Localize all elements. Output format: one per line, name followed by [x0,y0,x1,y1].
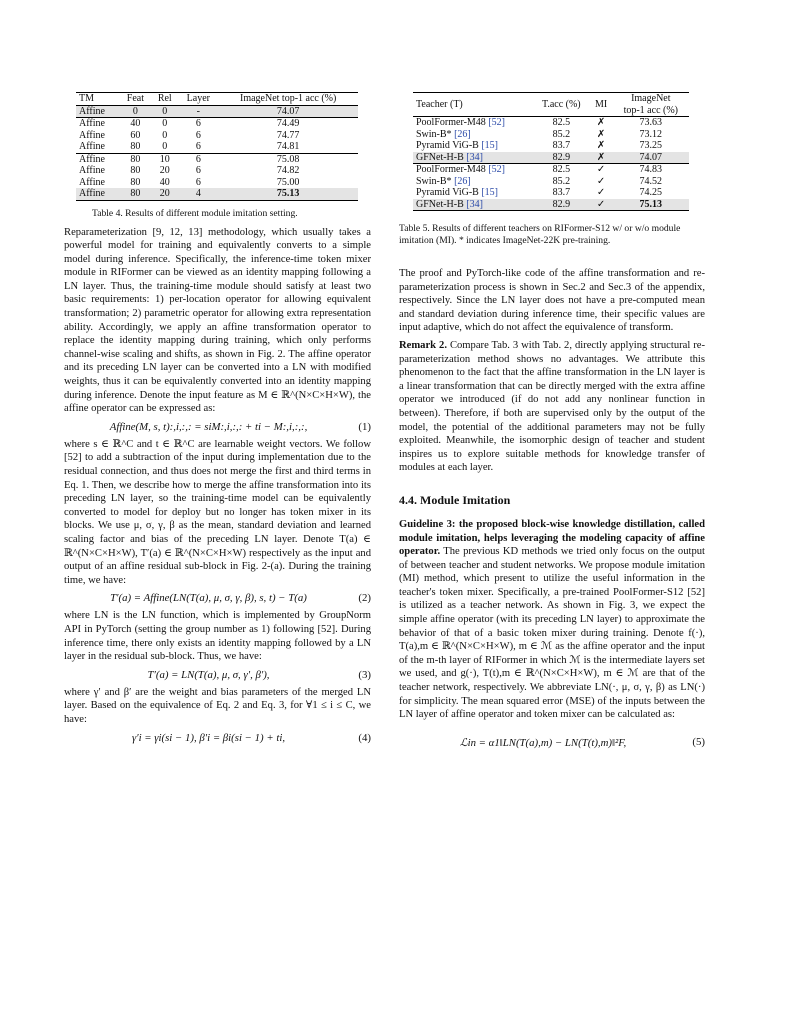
table-5 [413,92,689,211]
table-row: Swin-B* [26] 85.2 ✗ 73.12 [416,128,663,140]
header-tm: TM [76,93,120,106]
header-layer: Layer [178,93,218,106]
paragraph: Reparameterization [9, 12, 13] methodology, which usually takes a powerful model for training and equivalently converts to a simple model during inference. Specifically, the inference-time token mixer module in RIFormer can be viewed as an identity mapping following a LN layer. Thus, the training-time module should satisfy at least two basic requirements: 1) per-location operator for allowing equivalent transformation; 2) parametric operator for allowing extra representation ability. Accordingly, we apply an affine transformation operator to replace the identity mapping during training, which only performs channel-wise scaling and shifts, as shown in Fig. 2. The affine operator and its preceding LN layer can be converted into a LN with modified weights, thus it can be equivalently converted into an identity mapping during inference. Denote the input feature as M ∈ ℝ^(N×C×H×W), the affine operator can be expressed as: [64,226,371,415]
header-acc: ImageNet top-1 acc (%) [218,93,358,106]
table-4 [76,92,358,201]
table-row: Pyramid ViG-B [15] 83.7 ✗ 73.25 [416,140,663,151]
paragraph: The proof and PyTorch-like code of the affine transformation and re-parameterization process is shown in Sec.2 and Sec.3 of the appendix, respectively. Since the LN layer does not have a pre-computed mean and standard deviation during inference time, their specific values are input adaptive, which do not affect the equivalence of transform. [399,268,705,334]
header-teacher: Teacher (T) [413,93,533,117]
section-heading: 4.4. Module Imitation [399,492,511,507]
table-5-caption: Table 5. Results of different teachers on RIFormer-S12 w/ or w/o module imitation (MI). * indicates ImageNet-22K pre-training. [399,223,681,246]
paragraph: where γ′ and β′ are the weight and bias parameters of the merged LN layer. Based on the equivalence of Eq. 2 and Eq. 3, for ∀1 ≤ i ≤ C, we have: [64,686,371,725]
table-row: PoolFormer-M48 [52] 82.5 ✓ 74.83 [413,164,689,176]
table-row: Affine 80 0 6 74.81 [79,141,300,152]
table-row: Swin-B* [26] 85.2 ✓ 74.52 [416,175,663,187]
paragraph: where s ∈ ℝ^C and t ∈ ℝ^C are learnable weight vectors. We follow [52] to add a subtraction of the input during implementation due to the residual connection, and thus does not merge the first and third terms in Eq. 1. Then, we describe how to merge the affine transformation into its preceding LN layer, so the training-time model can be equivalently converted to model for deploy but no longer has token mixer in its blocks. We use μ, σ, γ, β as the mean, standard deviation and learned scaling factor and bias of the preceding LN layer. Denote T(a) ∈ ℝ^(N×C×H×W), T′(a) ∈ ℝ^(N×C×H×W) respectively as the input and output of an affine residual sub-block in Fig. 2-(a). During the training time, we have: [64,438,371,586]
table-row: PoolFormer-M48 [52] 82.5 ✗ 73.63 [416,117,663,128]
header-tacc: T.acc (%) [533,93,589,117]
equation-4: γ′i = γi(si − 1), β′i = βi(si − 1) + ti, (4) [131,731,371,744]
equation-5: ℒin = α1‖LN(T(a),m) − LN(T(t),m)‖²F, (5) [459,736,705,749]
table-row: Affine 80 40 6 75.00 [79,176,300,188]
table-row: Pyramid ViG-B [15] 83.7 ✓ 74.25 [416,187,663,198]
guideline-3: Guideline 3: the proposed block-wise knowledge distillation, called module imitation, helps leveraging the modeling capacity of affine operator. The previous KD methods we tried only focus on the output of between teacher and student networks. We propose module imitation (MI) method, which present to utilize the useful information in the teacher's token mixer. Specifically, a pre-trained PoolFormer-S12 [52] is utilized as a teacher network. As shown in Fig. 3, we expect the simple affine operator (with its preceding LN layer) to approximate the behavior of that of a basic token mixer during training. Denote f(·), T(a),m ∈ ℝ^(N×C×H×W), m ∈ ℳ as the affine operator and the input of the m-th layer of RIFormer in which ℳ is the intermediate layers set we used, and g(·), T(t),m ∈ ℝ^(N×C×H×W), m ∈ ℳ are that of the teacher network, respectively. We abbreviate LN(·, μ, σ, γ, β) as LN(·) for simplicity. The mean squared error (MSE) of the inputs between the LN layer of affine operator and token mixer can be calculated as: [399,518,705,721]
paragraph: where LN is the LN function, which is implemented by GroupNorm API in PyTorch (setting the group number as 1) following [52]. During inference time, there only exists an identity mapping followed by a LN layer in the residual sub-block. Thus, we have: [64,610,371,663]
table-row: Affine 60 0 6 74.77 [79,129,300,141]
table-5-header [413,93,689,117]
table-row: Affine 80 20 6 74.82 [79,165,300,176]
header-imagenet: ImageNet top-1 acc (%) [613,93,689,117]
table-row: GFNet-H-B [34] 82.9 ✗ 74.07 [413,152,689,164]
table-row: GFNet-H-B [34] 82.9 ✓ 75.13 [413,199,689,211]
right-column [399,92,705,754]
left-column [64,92,371,749]
table-row: Affine 40 0 6 74.49 [76,118,358,130]
table-4-header [76,93,358,106]
table-row: Affine 0 0 - 74.07 [76,105,358,118]
equation-2: T′(a) = Affine(LN(T(a), μ, σ, γ, β), s, t) − T(a) (2) [110,592,371,605]
header-feat: Feat [120,93,152,106]
header-mi: MI [590,93,613,117]
equation-3: T′(a) = LN(T(a), μ, σ, γ′, β′), (3) [147,668,371,681]
table-row: Affine 80 10 6 75.08 [76,153,358,165]
remark-2: Remark 2. Compare Tab. 3 with Tab. 2, directly applying structural re-parameterization method shows no advantages. We attribute this phenomenon to the fact that the affine transformation in the LN layer is a linear transformation that can be directly merged with the extra affine operator we introduced (if do not add any nonlinear function in between). Therefore, if both are supervised only by the output of the model, the potential of the additional parameters may not be fully exploited. Meanwhile, the isomorphic design of teacher and student inspires us to explore suitable methods for knowledge transfer of modules at each layer. [399,339,705,474]
header-rel: Rel [151,93,178,106]
table-row: Affine 80 20 4 75.13 [76,188,358,200]
table-4-caption: Table 4. Results of different module imitation setting. [92,207,298,219]
equation-1: Affine(M, s, t):,i,:,: = siM:,i,:,: + ti − M:,i,:,:, (1) [109,420,371,433]
